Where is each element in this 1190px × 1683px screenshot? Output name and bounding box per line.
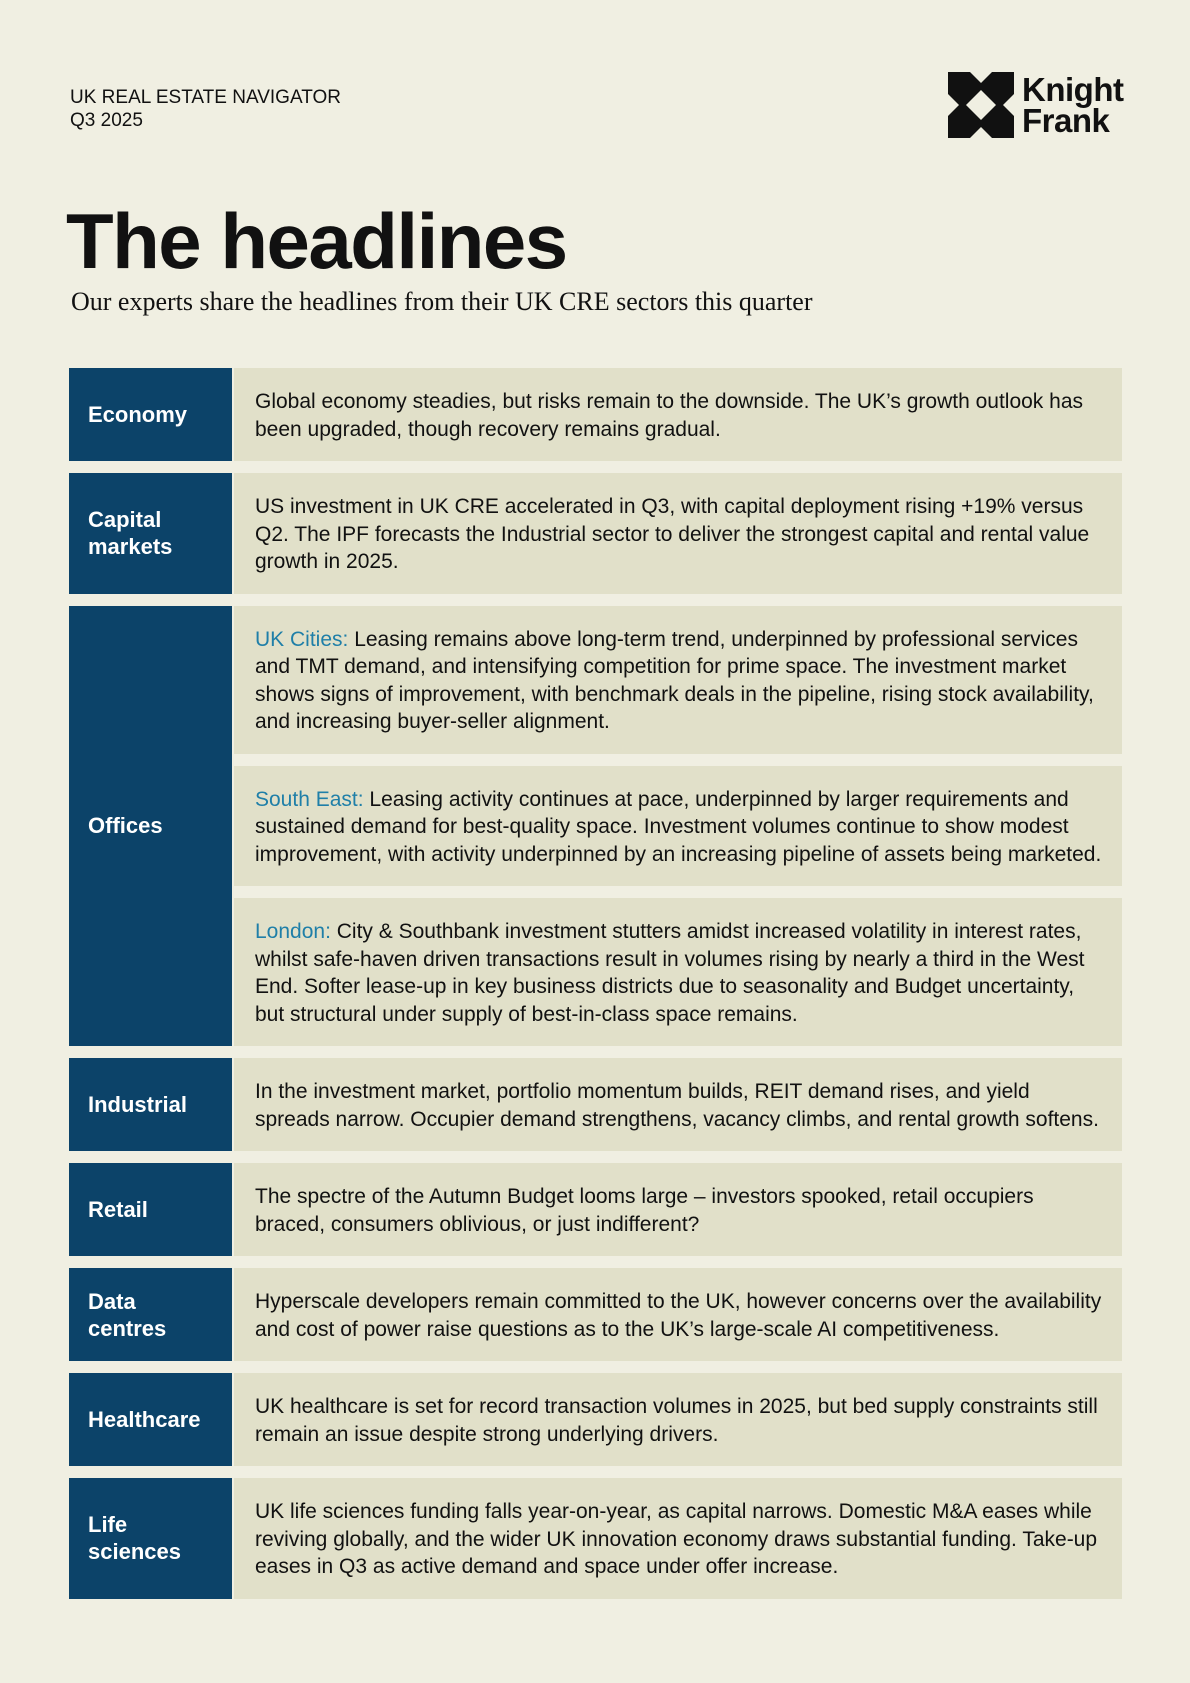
- sector-label-text: Data centres: [88, 1288, 167, 1341]
- logo-word-knight: Knight: [1022, 71, 1124, 108]
- sector-label: Economy: [69, 368, 232, 461]
- sector-label: [69, 1478, 232, 1599]
- sector-row-offices: [69, 606, 1122, 1047]
- sector-summary: UK healthcare is set for record transaction volumes in 2025, but bed supply constraints still remain an issue despite strong underlying drivers.: [234, 1373, 1122, 1466]
- sector-row-healthcare: [69, 1373, 1122, 1466]
- sector-row-economy: [69, 368, 1122, 461]
- offices-uk-cities: [234, 606, 1122, 754]
- sector-label: Industrial: [69, 1058, 232, 1151]
- report-header: [70, 86, 341, 132]
- sub-region-summary: Leasing remains above long-term trend, underpinned by professional services and TMT demand, and intensifying competition for prime space. The investment market shows signs of improvement, with benchmark deals in the pipeline, rising stock availability, and increasing buyer-seller alignment.: [255, 627, 1094, 733]
- sector-label-text: Life sciences: [88, 1512, 181, 1565]
- headlines-table: [69, 368, 1122, 1611]
- sub-region-summary: City & Southbank investment stutters amidst increased volatility in interest rates, whilst safe-haven driven transactions result in volumes rising by nearly a third in the West End. Softer lease-up in key business districts due to seasonality and Budget uncertainty, but structural under supply of best-in-class space remains.: [255, 920, 1085, 1026]
- sub-region-summary: Leasing activity continues at pace, underpinned by larger requirements and sustained demand for best-quality space. Investment volumes continue to show modest improvement, with activity underpinned by an increasing pipeline of assets being marketed.: [255, 787, 1102, 866]
- sub-region-label: South East:: [255, 787, 364, 811]
- offices-south-east: [234, 766, 1122, 887]
- sector-label: Offices: [69, 606, 232, 1047]
- sector-row-capital-markets: [69, 473, 1122, 594]
- sector-label: [69, 1268, 232, 1361]
- sector-summary: The spectre of the Autumn Budget looms large – investors spooked, retail occupiers braced, consumers oblivious, or just indifferent?: [234, 1163, 1122, 1256]
- sector-summary: UK life sciences funding falls year-on-year, as capital narrows. Domestic M&A eases while reviving globally, and the wider UK innovation economy draws substantial funding. Take-up eases in Q3 as active demand and space under offer increase.: [234, 1478, 1122, 1599]
- sector-label: [69, 473, 232, 594]
- sector-row-data-centres: [69, 1268, 1122, 1361]
- logo-word-frank: Frank: [1022, 102, 1110, 139]
- sector-summary: Hyperscale developers remain committed to the UK, however concerns over the availability and cost of power raise questions as to the UK’s large-scale AI competitiveness.: [234, 1268, 1122, 1361]
- logo-wordmark: [1022, 71, 1124, 139]
- publication-name: UK REAL ESTATE NAVIGATOR: [70, 87, 341, 108]
- sub-region-label: London:: [255, 920, 331, 943]
- report-period: Q3 2025: [70, 110, 143, 131]
- sector-label: Retail: [69, 1163, 232, 1256]
- sector-row-retail: [69, 1163, 1122, 1256]
- knight-frank-mark-icon: [948, 72, 1014, 138]
- sector-row-life-sciences: [69, 1478, 1122, 1599]
- sector-summary: US investment in UK CRE accelerated in Q3, with capital deployment rising +19% versus Q2. The IPF forecasts the Industrial sector to deliver the strongest capital and rental value growth in 2025.: [234, 473, 1122, 594]
- sector-label-text: Capital markets: [88, 507, 173, 560]
- sector-summary: In the investment market, portfolio momentum builds, REIT demand rises, and yield spreads narrow. Occupier demand strengthens, vacancy climbs, and rental growth softens.: [234, 1058, 1122, 1151]
- sector-label: Healthcare: [69, 1373, 232, 1466]
- page-title: The headlines: [66, 197, 567, 285]
- offices-london: [234, 898, 1122, 1046]
- sector-row-industrial: [69, 1058, 1122, 1151]
- page-subtitle: Our experts share the headlines from their UK CRE sectors this quarter: [71, 287, 813, 316]
- knight-frank-logo: [948, 72, 1123, 138]
- sector-summary: Global economy steadies, but risks remain to the downside. The UK’s growth outlook has been upgraded, though recovery remains gradual.: [234, 368, 1122, 461]
- sub-region-label: UK Cities:: [255, 627, 349, 651]
